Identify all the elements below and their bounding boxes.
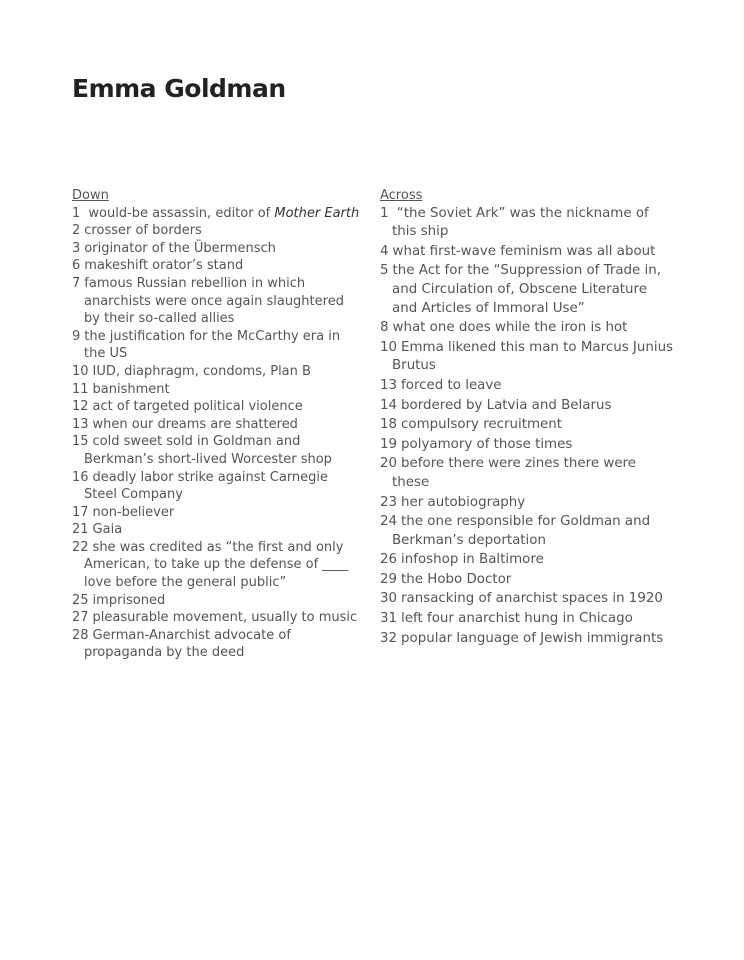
clue-number: 1 [380,205,389,221]
across-clue [380,243,676,262]
clue-number: 30 [380,591,398,607]
clue-number: 7 [72,275,81,291]
page-title: Emma Goldman [72,74,286,103]
across-clues-column [380,187,676,649]
clue-text: the justification for the McCarthy era in the US [84,328,341,362]
clue-number: 22 [72,539,89,555]
down-clue-list [72,205,362,662]
down-clue [72,275,362,328]
clue-number: 19 [380,436,398,452]
clue-number: 26 [380,552,398,568]
across-clue [380,630,676,649]
clue-text: deadly labor strike against Carnegie Steel Company [84,469,329,503]
across-clue [380,571,676,590]
clue-number: 3 [72,240,81,256]
clue-text: IUD, diaphragm, condoms, Plan B [92,363,311,379]
clue-text: what first-wave feminism was all about [392,243,656,259]
clue-text: imprisoned [92,592,166,608]
clue-text: makeshift orator’s stand [84,258,244,274]
down-clue [72,240,362,258]
clue-text: cold sweet sold in Goldman and Berkman’s short-lived Worcester shop [84,434,332,467]
across-clue [380,319,676,338]
clue-number: 25 [72,592,89,608]
clue-number: 21 [72,522,89,538]
clue-text: the Act for the “Suppression of Trade in, and Circulation of, Obscene Literature and Articles of Immoral Use” [392,263,661,316]
clue-number: 16 [72,469,89,485]
across-clue [380,397,676,416]
clue-text: Gaia [92,522,123,538]
clue-number: 8 [380,320,389,336]
clue-number: 12 [72,399,89,415]
clue-number: 18 [380,417,398,433]
down-clue [72,469,362,504]
across-clue [380,610,676,629]
clue-text: ransacking of anarchist spaces in 1920 [401,591,663,607]
across-clue [380,513,676,550]
clue-text: when our dreams are shattered [92,416,298,432]
across-clue [380,494,676,513]
down-clue [72,609,362,627]
clue-number: 32 [380,630,398,646]
down-clue [72,222,362,240]
down-clue [72,504,362,522]
down-clue [72,416,362,434]
across-clue [380,205,676,242]
clue-text: the one responsible for Goldman and Berkman’s deportation [392,514,651,548]
clue-text: forced to leave [401,377,502,393]
clue-text: would-be assassin, editor of [84,205,275,221]
down-clue [72,521,362,539]
clue-number: 11 [72,381,89,397]
clue-text: bordered by Latvia and Belarus [401,397,612,413]
clue-text: before there were zines there were these [392,456,637,490]
clue-text: she was credited as “the first and only American, to take up the defense of ____ love before the general public” [84,539,349,591]
across-clue [380,262,676,318]
clue-number: 13 [72,416,89,432]
across-clue [380,339,676,376]
clue-number: 9 [72,328,81,344]
clue-text: left four anarchist hung in Chicago [401,611,633,627]
across-heading: Across [380,188,423,203]
across-clue [380,416,676,435]
clue-number: 31 [380,611,398,627]
clue-text: polyamory of those times [401,436,573,452]
across-clue [380,590,676,609]
clue-number: 20 [380,456,398,472]
down-clue [72,205,362,223]
clue-text: infoshop in Baltimore [401,552,544,568]
down-clue [72,627,362,662]
clue-text: banishment [92,381,170,397]
down-clue [72,381,362,399]
clue-text: act of targeted political violence [92,399,303,415]
clue-number: 27 [72,610,89,626]
down-clue [72,592,362,610]
clue-number: 24 [380,514,398,530]
down-clue [72,539,362,592]
clue-emphasis: Mother Earth [274,205,360,221]
down-heading: Down [72,188,109,203]
across-clue [380,436,676,455]
clue-number: 1 [72,205,81,221]
clue-number: 23 [380,494,398,510]
clue-number: 15 [72,434,89,450]
clue-number: 6 [72,258,81,274]
clue-text: “the Soviet Ark” was the nickname of this ship [392,205,649,240]
clue-number: 10 [380,339,398,355]
down-clue [72,398,362,416]
clue-text: the Hobo Doctor [401,571,512,587]
clue-text: her autobiography [401,494,526,510]
down-clue [72,363,362,381]
down-clue [72,433,362,468]
clue-text: crosser of borders [84,223,202,239]
clue-text: what one does while the iron is hot [392,320,628,336]
clue-text: famous Russian rebellion in which anarchists were once again slaughtered by their so-called allies [84,275,344,327]
clue-number: 28 [72,627,89,643]
clue-number: 17 [72,504,89,520]
down-clues-column [72,187,362,662]
clue-text: originator of the Übermensch [84,240,276,256]
clue-text: non-believer [92,504,175,520]
down-clue [72,257,362,275]
clue-number: 13 [380,377,398,393]
clue-number: 14 [380,397,398,413]
clue-text: compulsory recruitment [401,417,563,433]
clue-number: 5 [380,263,389,279]
clue-number: 4 [380,243,389,259]
across-clue-list [380,205,676,649]
clue-text: popular language of Jewish immigrants [401,630,664,646]
across-clue [380,377,676,396]
clue-text: Emma likened this man to Marcus Junius Brutus [392,339,674,374]
down-clue [72,328,362,363]
clue-text: pleasurable movement, usually to music [92,610,358,626]
clue-number: 10 [72,363,89,379]
clue-number: 29 [380,571,398,587]
clue-number: 2 [72,223,81,239]
across-clue [380,551,676,570]
clue-text: German-Anarchist advocate of propaganda by the deed [84,627,291,661]
across-clue [380,455,676,492]
